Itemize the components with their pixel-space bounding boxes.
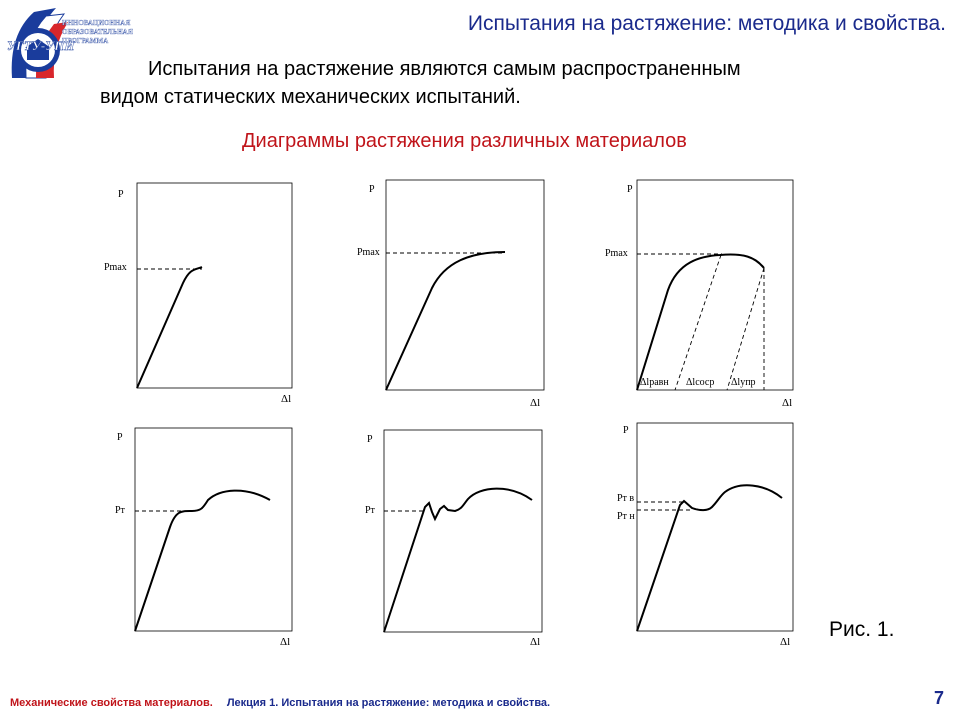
x-axis-label: Δl <box>530 397 541 409</box>
x-axis-label: Δl <box>281 393 292 405</box>
plot-frame <box>135 428 292 631</box>
intro-line-1: Испытания на растяжение являются самым распространенным <box>148 58 741 80</box>
uniform-elongation-label: Δlравн <box>640 377 669 388</box>
lower-yield-label: Pт н <box>617 511 635 522</box>
footer <box>10 697 550 709</box>
yield-label: Pт <box>365 505 375 516</box>
diagram-yield-tooth <box>365 430 542 648</box>
diagrams-subtitle: Диаграммы растяжения различных материалов <box>242 130 687 152</box>
pmax-label: Pmax <box>357 247 380 258</box>
tension-curve <box>137 267 202 388</box>
footer-lecture: Лекция 1. Испытания на растяжение: методика и свойства. <box>226 697 551 709</box>
slide-title: Испытания на растяжение: методика и свойства. <box>467 12 946 35</box>
diagram-yield-plateau <box>115 428 292 648</box>
figure-caption: Рис. 1. <box>829 618 895 641</box>
intro-line-2: видом статических механических испытаний. <box>100 86 521 108</box>
svg-text:ПРОГРАММА: ПРОГРАММА <box>62 37 109 45</box>
y-axis-label: P <box>118 189 124 200</box>
svg-text:УГТУ-УПИ: УГТУ-УПИ <box>7 38 75 53</box>
plot-frame <box>384 430 542 632</box>
y-axis-label: P <box>369 184 375 195</box>
x-axis-label: Δl <box>280 636 291 648</box>
plot-frame <box>637 423 793 631</box>
y-axis-label: P <box>623 425 629 436</box>
necking-elongation-label: Δlсоср <box>686 377 715 388</box>
diagram-upper-lower-yield <box>617 423 793 648</box>
tension-curve <box>637 255 764 390</box>
elastic-elongation-label: Δlупр <box>731 377 756 388</box>
svg-text:ОБРАЗОВАТЕЛЬНАЯ: ОБРАЗОВАТЕЛЬНАЯ <box>62 28 133 36</box>
plot-frame <box>637 180 793 390</box>
unload-dashed-line <box>675 255 721 390</box>
tension-curve <box>384 489 532 632</box>
plot-frame <box>386 180 544 390</box>
tension-curve <box>637 485 782 631</box>
diagram-necking <box>605 180 793 409</box>
plot-frame <box>137 183 292 388</box>
x-axis-label: Δl <box>780 636 791 648</box>
footer-course: Механические свойства материалов. <box>10 697 213 709</box>
y-axis-label: P <box>117 432 123 443</box>
pmax-label: Pmax <box>104 262 127 273</box>
diagram-brittle <box>104 183 292 405</box>
svg-text:ИННОВАЦИОННАЯ: ИННОВАЦИОННАЯ <box>62 19 131 27</box>
tension-curve <box>135 491 270 631</box>
y-axis-label: P <box>367 434 373 445</box>
tension-curve <box>386 252 505 390</box>
y-axis-label: P <box>627 184 633 195</box>
x-axis-label: Δl <box>530 636 541 648</box>
unload-dashed-line <box>727 268 764 390</box>
upper-yield-label: Pт в <box>617 493 635 504</box>
x-axis-label: Δl <box>782 397 793 409</box>
yield-label: Pт <box>115 505 125 516</box>
pmax-label: Pmax <box>605 248 628 259</box>
diagram-no-yield <box>357 180 544 409</box>
page-number: 7 <box>933 688 944 708</box>
